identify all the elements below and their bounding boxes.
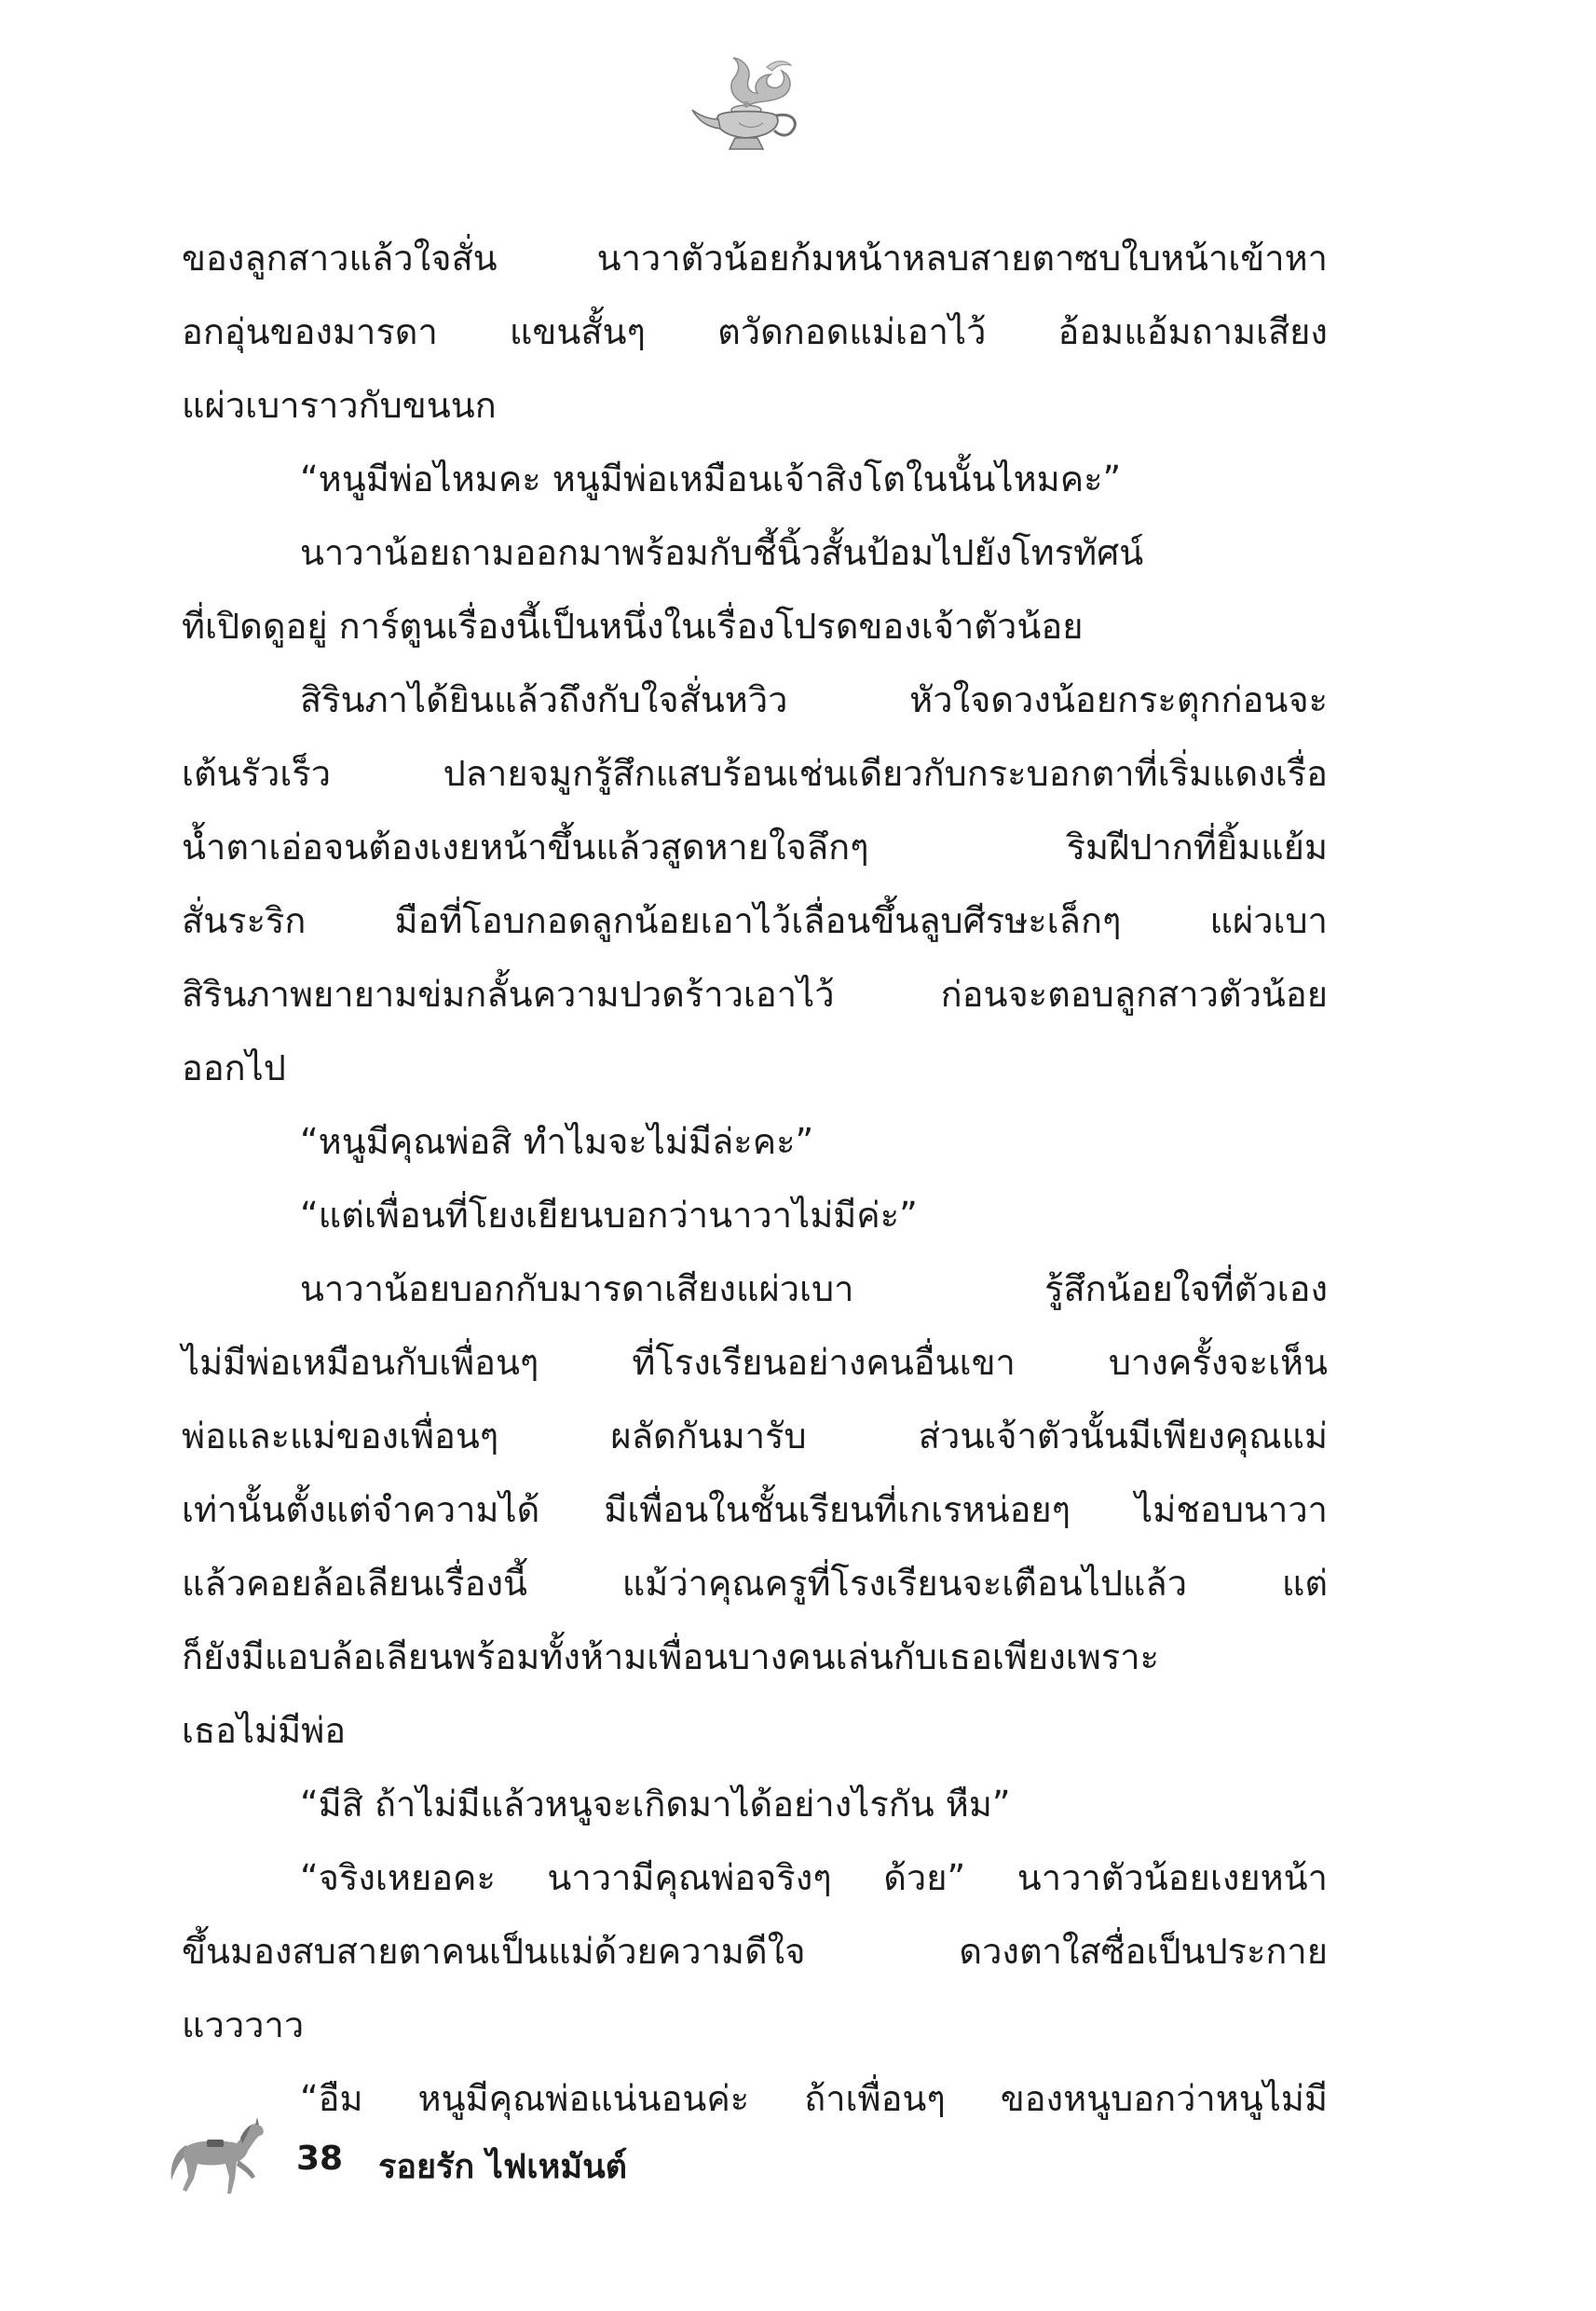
horse-silhouette-icon (166, 2113, 270, 2197)
text-line: แล้วคอยล้อเลียนเรื่องนี้ แม้ว่าคุณครูที่โรงเรียนจะเตือนไปแล้ว แต่ (182, 1563, 1328, 1604)
text-line: อกอุ่นของมารดา แขนสั้นๆ ตวัดกอดแม่เอาไว้ อ้อมแอ้มถามเสียง (182, 311, 1328, 352)
text-line: น้ำตาเอ่อจนต้องเงยหน้าขึ้นแล้วสูดหายใจลึกๆ ริมฝีปากที่ยิ้มแย้ม (182, 827, 1328, 868)
text-line: เธอไม่มีพ่อ (182, 1710, 347, 1751)
text-line: ไม่มีพ่อเหมือนกับเพื่อนๆ ที่โรงเรียนอย่างคนอื่นเขา บางครั้งจะเห็น (182, 1342, 1328, 1383)
text-line: พ่อและแม่ของเพื่อนๆ ผลัดกันมารับ ส่วนเจ้าตัวนั้นมีเพียงคุณแม่ (182, 1415, 1328, 1456)
body-text (182, 222, 1328, 2136)
text-line: ก็ยังมีแอบล้อเลียนพร้อมทั้งห้ามเพื่อนบางคนเล่นกับเธอเพียงเพราะ (182, 1636, 1159, 1677)
page-footer (166, 2113, 818, 2197)
text-line: ออกไป (182, 1047, 286, 1088)
text-line: ของลูกสาวแล้วใจสั่น นาวาตัวน้อยก้มหน้าหลบสายตาซบใบหน้าเข้าหา (182, 238, 1328, 279)
text-line: “อืม หนูมีคุณพ่อแน่นอนค่ะ ถ้าเพื่อนๆ ของหนูบอกว่าหนูไม่มี (300, 2078, 1328, 2119)
text-line: นาวาน้อยบอกกับมารดาเสียงแผ่วเบา รู้สึกน้อยใจที่ตัวเอง (300, 1268, 1328, 1309)
text-line: “มีสิ ถ้าไม่มีแล้วหนูจะเกิดมาได้อย่างไรกัน หืม” (300, 1784, 1011, 1825)
genie-lamp-icon (685, 54, 815, 158)
text-line: “หนูมีพ่อไหมคะ หนูมีพ่อเหมือนเจ้าสิงโตในนั้นไหมคะ” (300, 458, 1122, 499)
text-line: นาวาน้อยถามออกมาพร้อมกับชี้นิ้วสั้นป้อมไปยังโทรทัศน์ (300, 532, 1144, 573)
book-title: รอยรัก ไฟเหมันต์ (378, 2148, 628, 2186)
text-line: เต้นรัวเร็ว ปลายจมูกรู้สึกแสบร้อนเช่นเดียวกับกระบอกตาที่เริ่มแดงเรื่อ (182, 753, 1328, 794)
text-line: สิรินภาได้ยินแล้วถึงกับใจสั่นหวิว หัวใจดวงน้อยกระตุกก่อนจะ (300, 679, 1328, 720)
text-line: แวววาว (182, 2004, 305, 2045)
page-number: 38 (296, 2140, 344, 2178)
text-line: ขึ้นมองสบสายตาคนเป็นแม่ด้วยความดีใจ ดวงตาใสซื่อเป็นประกาย (182, 1931, 1328, 1972)
text-line: ที่เปิดดูอยู่ การ์ตูนเรื่องนี้เป็นหนึ่งในเรื่องโปรดของเจ้าตัวน้อย (182, 606, 1084, 647)
text-line: “แต่เพื่อนที่โยงเยียนบอกว่านาวาไม่มีค่ะ” (300, 1195, 918, 1236)
text-line: “จริงเหยอคะ นาวามีคุณพ่อจริงๆ ด้วย” นาวาตัวน้อยเงยหน้า (300, 1857, 1328, 1898)
text-line: สิรินภาพยายามข่มกลั้นความปวดร้าวเอาไว้ ก่อนจะตอบลูกสาวตัวน้อย (182, 974, 1328, 1015)
text-line: “หนูมีคุณพ่อสิ ทำไมจะไม่มีล่ะคะ” (300, 1121, 814, 1162)
text-line: แผ่วเบาราวกับขนนก (182, 385, 497, 426)
text-line: เท่านั้นตั้งแต่จำความได้ มีเพื่อนในชั้นเรียนที่เกเรหน่อยๆ ไม่ชอบนาวา (182, 1489, 1328, 1530)
text-line: สั่นระริก มือที่โอบกอดลูกน้อยเอาไว้เลื่อนขึ้นลูบศีรษะเล็กๆ แผ่วเบา (182, 900, 1328, 941)
